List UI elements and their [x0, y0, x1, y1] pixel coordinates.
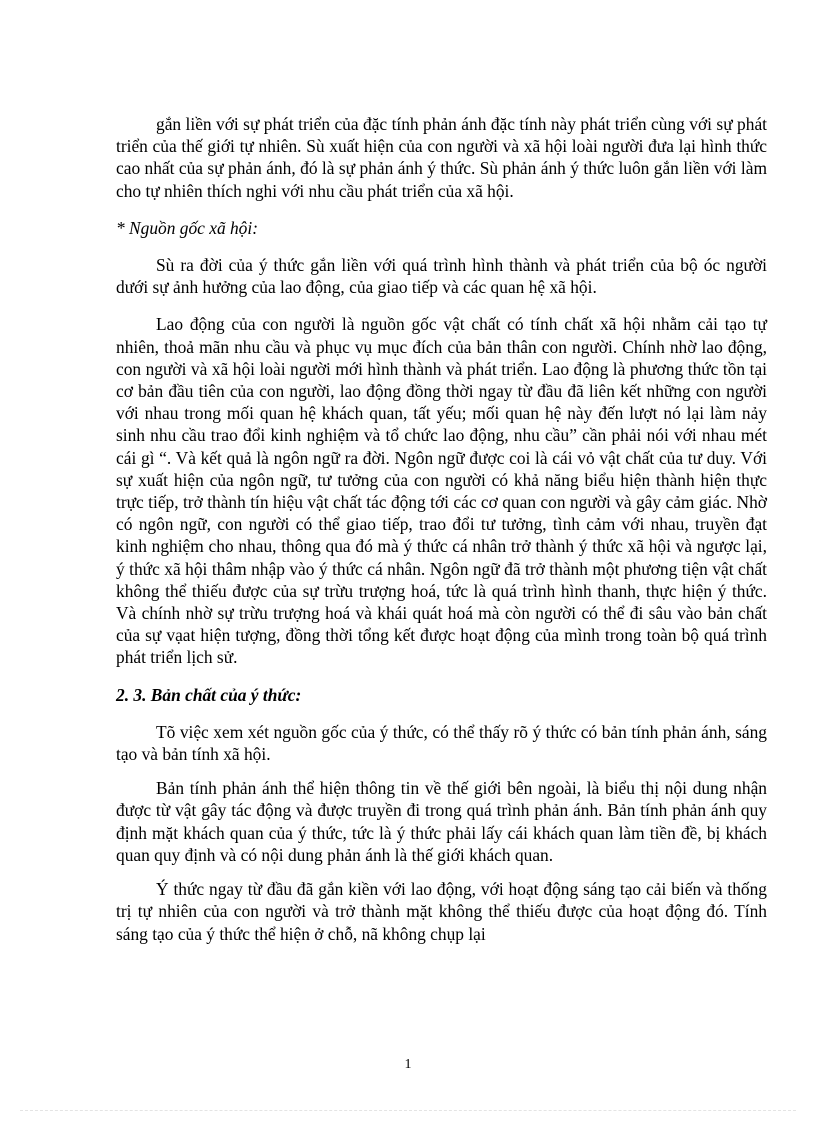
paragraph-labor: Lao động của con người là nguồn gốc vật chất có tính chất xã hội nhằm cải tạo tự nhiên, thoả mãn nhu cầu và phục vụ mục đích của bản thân con người. Chính nhờ lao động, con người và xã hội loài người mới hình thành và phát triển. Lao động là phương thức tồn tại cơ bản đầu tiên của con người, lao động đồng thời ngay từ đầu đã liên kết những con người với nhau trong mối quan hệ khách quan, tất yếu; mối quan hệ này đến lượt nó lại làm nảy sinh nhu cầu trao đổi kinh nghiệm và tổ chức lao động, nhu cầu” cần phải nói với nhau mét cái gì “. Và kết quả là ngôn ngữ ra đời. Ngôn ngữ được coi là cái vỏ vật chất của tư duy. Với sự xuất hiện của ngôn ngữ, tư tưởng của con người có khả năng biểu hiện thành hiện thực trực tiếp, trở thành tín hiệu vật chất tác động tới các cơ quan con người và gây cảm giác. Nhờ có ngôn ngữ, con người có thể giao tiếp, trao đổi tư tưởng, tình cảm với nhau, truyền đạt kinh nghiệm cho nhau, thông qua đó mà ý thức cá nhân trở thành ý thức xã hội và ngược lại, ý thức xã hội thâm nhập vào ý thức cá nhân. Ngôn ngữ đã trở thành một phương tiện vật chất không thể thiếu được của sự trừu trượng hoá, tức là quá trình hình thanh, thực hiện ý thức. Và chính nhờ sự trừu trượng hoá và khái quát hoá mà còn người có thể đi sâu vào bản chất của sự vạat hiện tượng, đồng thời tổng kết được hoạt động của mình trong toàn bộ quá trình phát triển lịch sử. — [116, 314, 767, 668]
page-bottom-divider — [20, 1110, 796, 1111]
paragraph-reflective-nature: Bản tính phản ánh thể hiện thông tin về thế giới bên ngoài, là biểu thị nội dung nhận được từ vật gây tác động và được truyền đi trong quá trình phản ánh. Bản tính phản ánh quy định mặt khách quan của ý thức, tức là ý thức phải lấy cái khách quan làm tiền đề, bị khách quan quy định và có nội dung phản ánh là thế giới khách quan. — [116, 778, 767, 865]
paragraph-nature-intro: Tõ việc xem xét nguồn gốc của ý thức, có thể thấy rõ ý thức có bản tính phản ánh, sáng tạo và bản tính xã hội. — [116, 721, 767, 765]
page-number: 1 — [404, 1057, 412, 1072]
paragraph-creative-nature: Ý thức ngay từ đầu đã gắn kiền với lao động, với hoạt động sáng tạo cải biến và thống trị tự nhiên của con người và trở thành mặt không thể thiếu được của hoạt động đó. Tính sáng tạo của ý thức thể hiện ở chỗ, nã không chụp lại — [116, 879, 767, 944]
paragraph-consciousness-birth: Sù ra đời của ý thức gắn liền với quá trình hình thành và phát triển của bộ óc người dưới sự ảnh hưởng của lao động, của giao tiếp và các quan hệ xã hội. — [116, 255, 767, 298]
heading-nature-of-consciousness: 2. 3. Bản chất của ý thức: — [116, 684, 302, 705]
paragraph-intro: gắn liền với sự phát triển của đặc tính phản ánh đặc tính này phát triển cùng với sự phát triển của thế giới tự nhiên. Sù xuất hiện của con người và xã hội loài người đưa lại hình thức cao nhất của sự phản ánh, đó là sự phản ánh ý thức. Sù phản ánh ý thức luôn gắn liền với làm cho tự nhiên thích nghi với nhu cầu phát triển của xã hội. — [116, 114, 767, 201]
heading-social-origin: * Nguồn gốc xã hội: — [116, 217, 259, 238]
document-body — [116, 113, 767, 945]
